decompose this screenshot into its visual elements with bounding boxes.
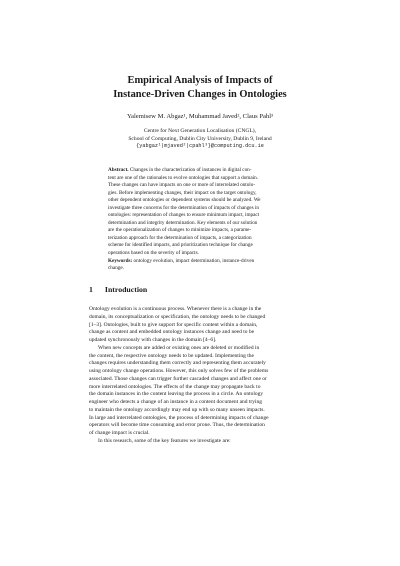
body-line: changes requires understanding them correctly and representing them accurately bbox=[89, 360, 266, 367]
abstract-line: investigate three concerns for the determination of impacts of changes in bbox=[108, 204, 259, 211]
body-text bbox=[89, 306, 335, 446]
abstract-line bbox=[108, 167, 332, 175]
title-line-1: Empirical Analysis of Impacts of bbox=[127, 75, 273, 86]
body-line: of change impact is crucial. bbox=[89, 430, 150, 436]
affiliation-email: {yabgaz¹|mjaved²|cpahl³}@computing.dcu.ie bbox=[136, 143, 264, 150]
body-line: engineer who detects a change of an instance in a content document and trying bbox=[89, 399, 263, 405]
keywords-line: change. bbox=[108, 265, 124, 272]
title-line-2: Instance-Driven Changes in Ontologies bbox=[113, 89, 287, 100]
body-line: Ontology evolution is a continuous process. Whenever there is a change in the bbox=[89, 306, 262, 312]
body-line: In this research, some of the key features we investigate are: bbox=[98, 437, 231, 444]
body-line: the domain instances in the content leaving the process in a circle. An ontology bbox=[89, 391, 264, 398]
affiliation bbox=[40, 128, 360, 151]
abstract-line: scheme for identified impacts, and prioritization technique for change bbox=[108, 242, 253, 249]
abstract-line: gies. Before implementing changes, their impact on the target ontology, bbox=[108, 189, 257, 196]
paragraph-1 bbox=[89, 306, 335, 345]
body-line: more interrelated ontologies. The effects of the change may propagate back to bbox=[89, 383, 261, 390]
body-line: updated synchronously with changes in the domain [4–6]. bbox=[89, 337, 217, 343]
abstract-line: ontologies: representation of changes to ensure minimum impact, impact bbox=[108, 212, 260, 219]
section-title: Introduction bbox=[104, 285, 148, 294]
body-line: In large and interrelated ontologies, the process of determining impacts of change bbox=[89, 414, 269, 421]
section-number: 1 bbox=[89, 285, 93, 294]
body-line: the content, the respective ontology needs to be updated. Implementing the bbox=[89, 352, 254, 359]
body-line: associated. Those changes can trigger further cascaded changes and affect one or bbox=[89, 375, 267, 382]
keywords-text: ontology evolution, impact determination, instance-driven bbox=[133, 257, 255, 264]
abstract-line: other dependent ontologies or dependent systems should be analyzed. We bbox=[108, 197, 261, 204]
abstract-text: Changes in the characterization of instances in digital con- bbox=[129, 167, 252, 173]
affiliation-line-1: Centre for Next Generation Localisation (CNGL), bbox=[143, 128, 257, 134]
abstract-line: determination and integrity determination. Key elements of our solution bbox=[108, 219, 258, 226]
keywords-line bbox=[108, 258, 332, 266]
abstract-line: terization approach for the determination of impacts, a categorization bbox=[108, 234, 252, 241]
paper-title bbox=[60, 74, 340, 102]
body-line: When new concepts are added or existing ones are deleted or modified in bbox=[98, 344, 260, 351]
abstract-line: These changes can have impacts on one or more of interrelated ontolo- bbox=[108, 182, 256, 189]
abstract-line: tent are one of the rationales to evolve ontologies that support a domain. bbox=[108, 174, 258, 181]
section-heading bbox=[89, 285, 147, 294]
paragraph-3 bbox=[89, 438, 335, 446]
affiliation-line-2: School of Computing, Dublin City University, Dublin 9, Ireland bbox=[128, 135, 272, 142]
body-line: to maintain the ontology accordingly may end up with so many unseen impacts. bbox=[89, 406, 265, 413]
body-line: using ontology change operations. However, this only solves few of the problems bbox=[89, 368, 269, 374]
author-list: Yalemisew M. Abgaz¹, Muhammad Javed², Claus Pahl³ bbox=[126, 113, 274, 120]
paragraph-2 bbox=[89, 345, 335, 438]
body-line: domain, its conceptualization or specification, the ontology needs to be changed bbox=[89, 313, 266, 320]
keywords-label: Keywords: bbox=[108, 257, 133, 264]
body-line: change as content and embedded ontology instances change and need to be bbox=[89, 329, 255, 336]
abstract-label: Abstract. bbox=[108, 167, 129, 173]
abstract-line: are the operationalization of changes to minimize impacts, a parame- bbox=[108, 227, 252, 234]
body-line: operators will become time consuming and error prone. Thus, the determination bbox=[89, 422, 265, 429]
abstract-block bbox=[108, 167, 332, 273]
abstract-line: operations based on the severity of impacts. bbox=[108, 250, 199, 257]
body-line: [1–3]. Ontologies, built to give support for specific content within a domain, bbox=[89, 321, 258, 328]
